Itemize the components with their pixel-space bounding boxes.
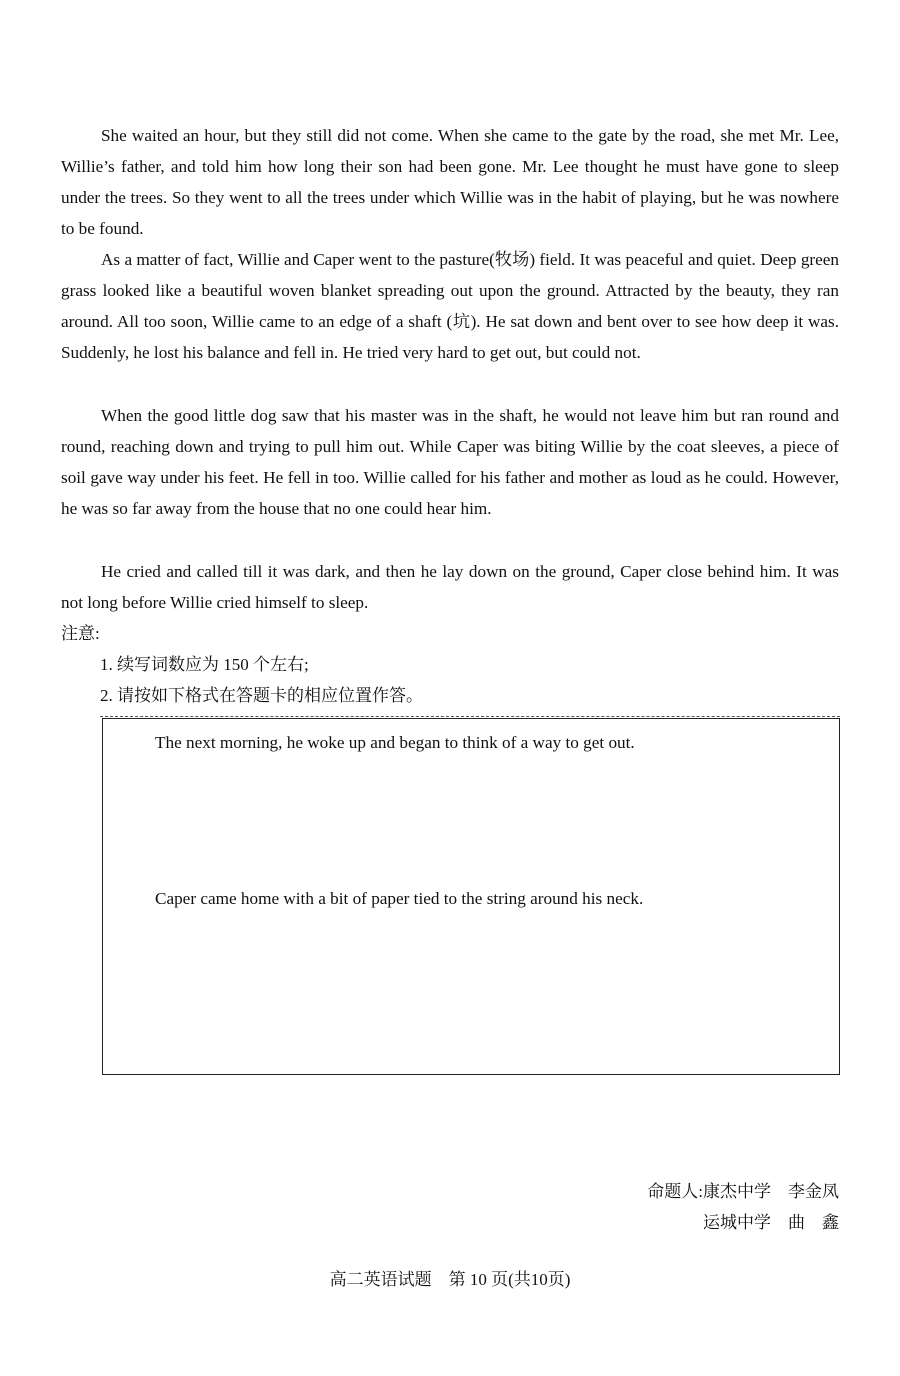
author-line: 运城中学 曲 鑫	[703, 1213, 839, 1232]
continuation-prompt-2: Caper came home with a bit of paper tied to the string around his neck.	[155, 889, 644, 908]
continuation-prompt-1: The next morning, he woke up and began to think of a way to get out.	[155, 733, 635, 752]
passage-paragraph: He cried and called till it was dark, and then he lay down on the ground, Caper close behind him. It was not long before Willie cried himself to sleep.	[61, 562, 839, 612]
dashed-divider	[100, 716, 840, 717]
note-item: 2. 请按如下格式在答题卡的相应位置作答。	[100, 686, 423, 705]
passage-paragraph: When the good little dog saw that his master was in the shaft, he would not leave him but ran round and round, reaching down and trying to pull him out. While Caper was biting Willie by the coat sleeves, a piece of soil gave way under his feet. He fell in too. Willie called for his father and mother as loud as he could. However, he was so far away from the house that no one could hear him.	[61, 406, 839, 518]
page-footer: 高二英语试题 第 10 页(共10页)	[329, 1270, 571, 1289]
passage-paragraph: She waited an hour, but they still did not come. When she came to the gate by the road, she met Mr. Lee, Willie’s father, and told him how long their son had been gone. Mr. Lee thought he must have gone to sleep under the trees. So they went to all the trees under which Willie was in the habit of playing, but he was nowhere to be found.	[61, 126, 839, 238]
notes-title: 注意:	[61, 624, 100, 643]
author-line: 命题人:康杰中学 李金凤	[647, 1182, 839, 1201]
passage-paragraph: As a matter of fact, Willie and Caper went to the pasture(牧场) field. It was peaceful and quiet. Deep green grass looked like a beautiful woven blanket spreading out upon the ground. Attracted by the beauty, they ran around. All too soon, Willie came to an edge of a shaft (坑). He sat down and bent over to see how deep it was. Suddenly, he lost his balance and fell in. He tried very hard to get out, but could not.	[61, 250, 839, 362]
answer-box	[102, 718, 840, 1075]
note-item: 1. 续写词数应为 150 个左右;	[100, 655, 309, 674]
